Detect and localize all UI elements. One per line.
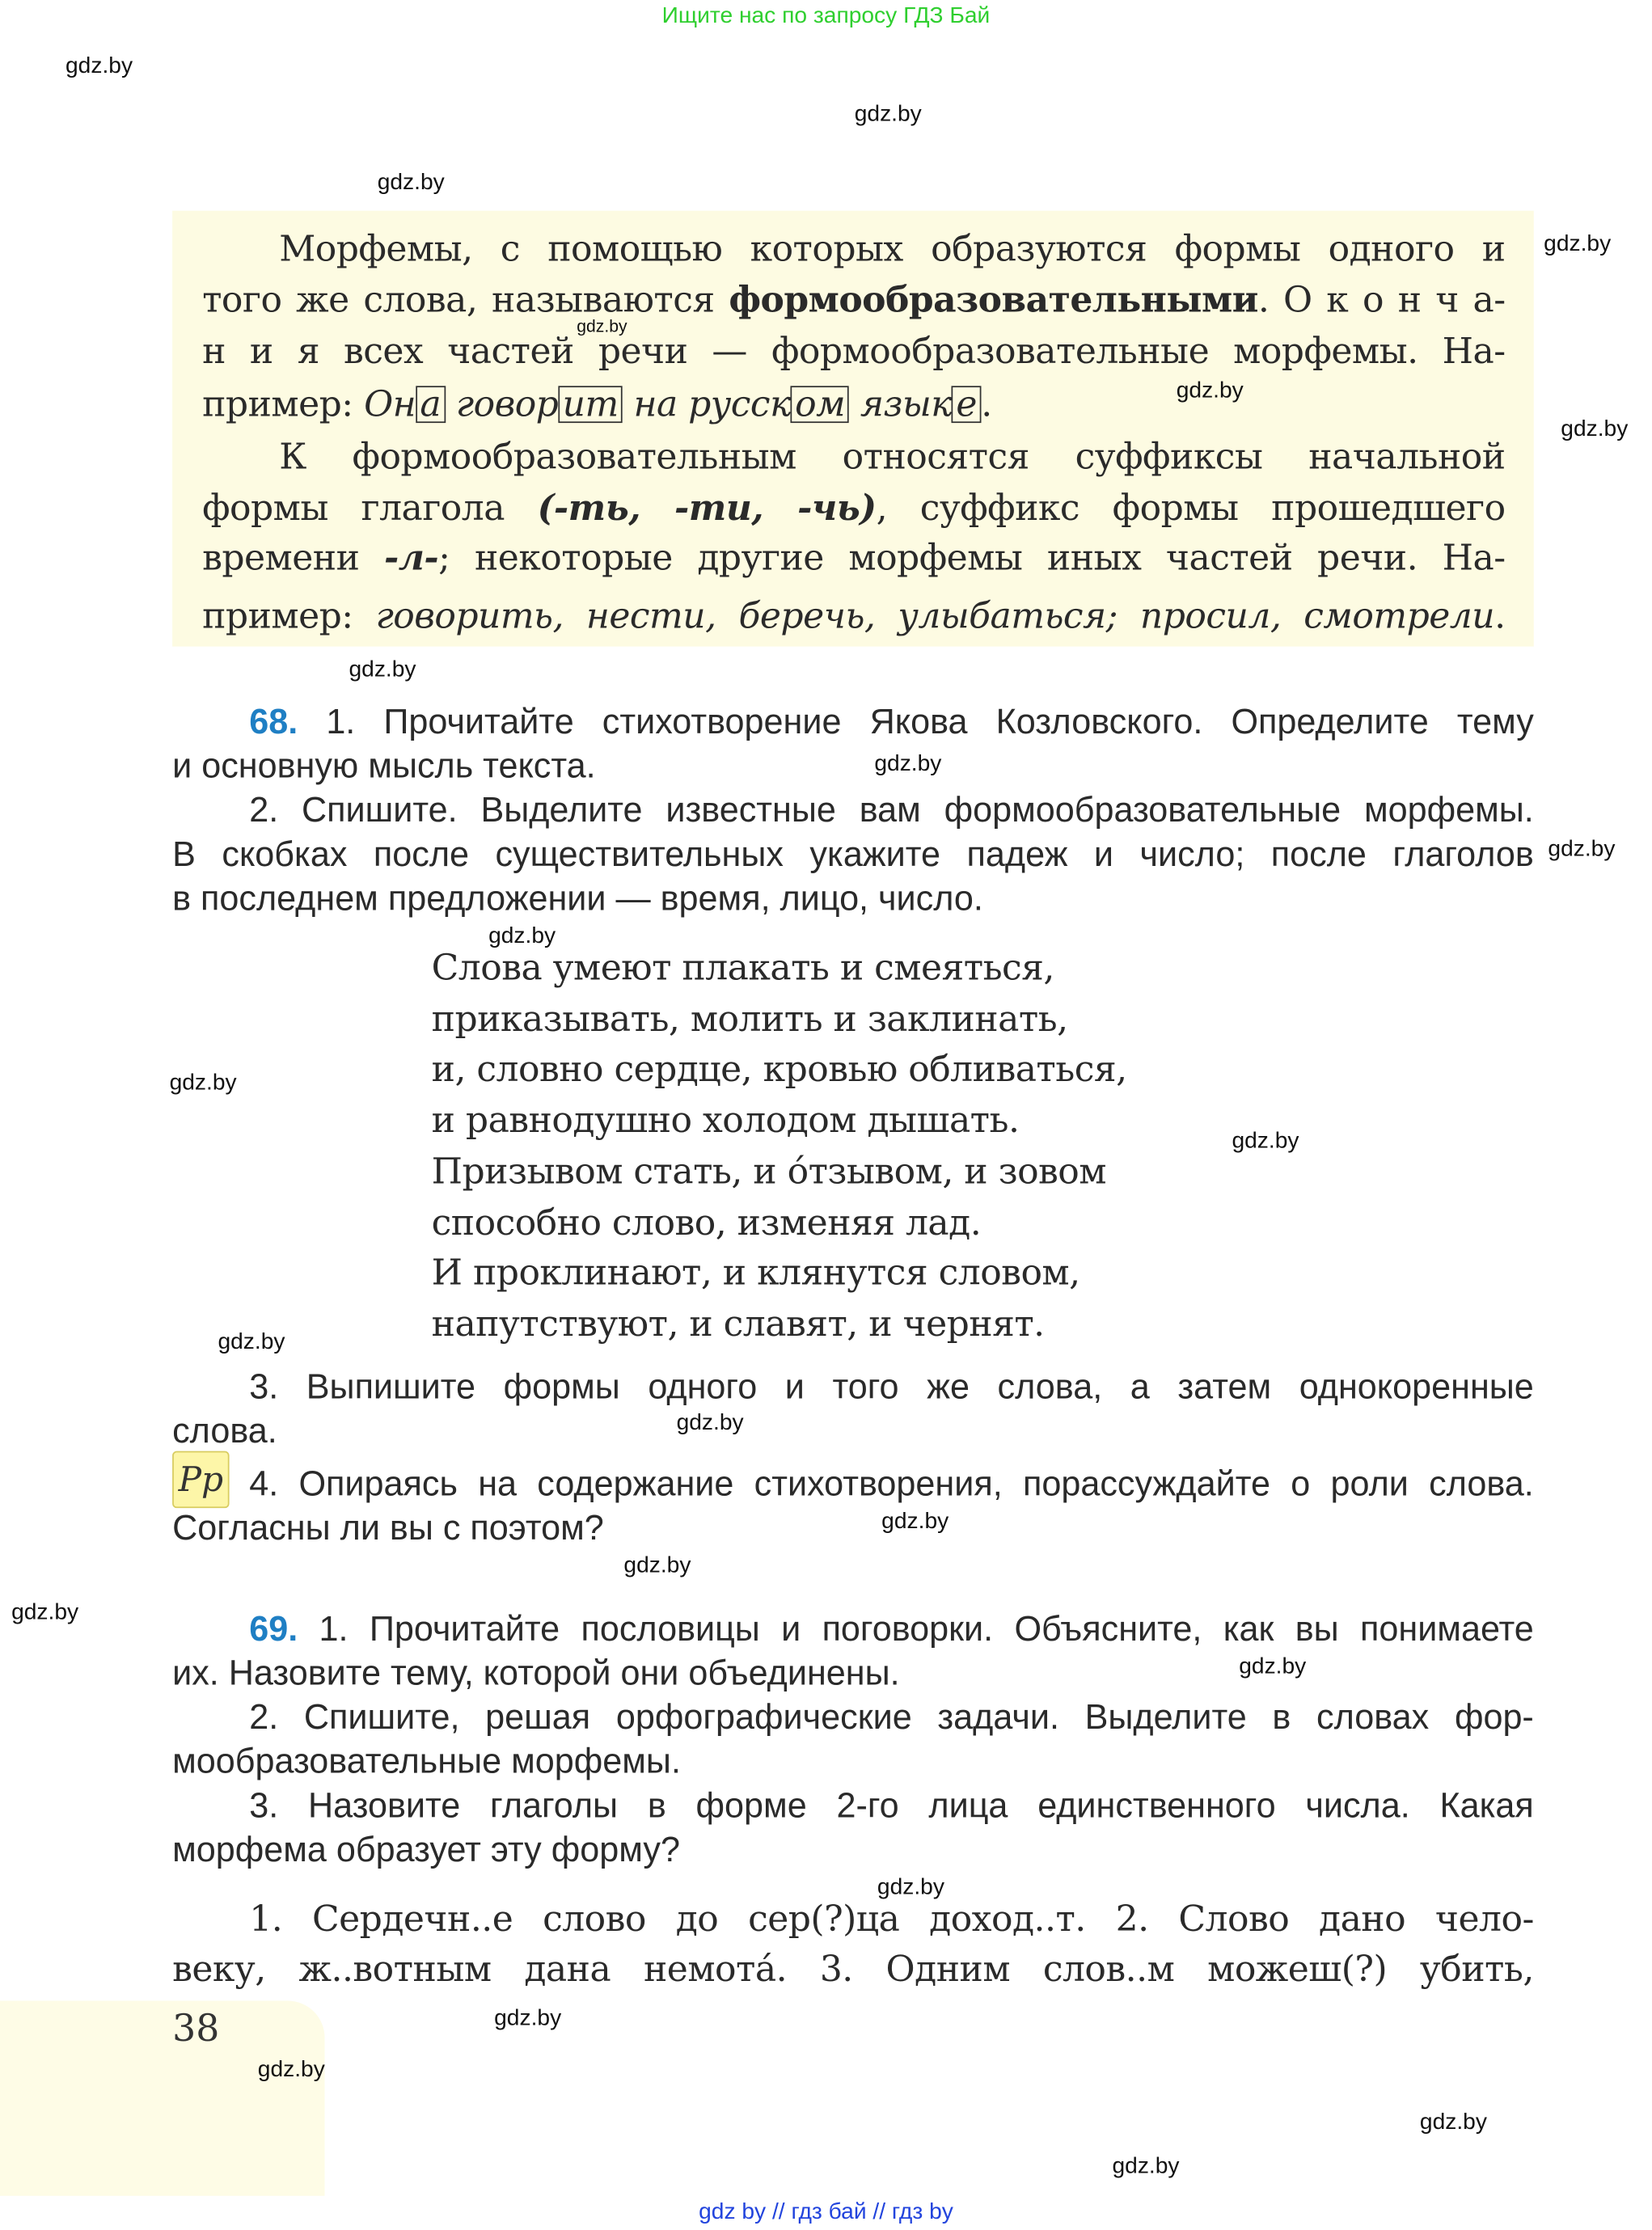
watermark: gdz.by: [1232, 1129, 1299, 1154]
watermark: gdz.by: [1112, 2154, 1180, 2179]
text-segment: формы глагола: [202, 487, 538, 529]
space: [298, 703, 326, 742]
watermark: gdz.by: [1548, 837, 1616, 862]
text-segment: .: [1494, 595, 1506, 637]
poem-text: напутствуют, и славят, и чернят.: [431, 1303, 1045, 1345]
rule-line: [202, 277, 1505, 325]
proverb-line: [249, 1895, 1534, 1944]
poem-text: и равнодушно холодом дышать.: [431, 1099, 1020, 1141]
watermark: gdz.by: [874, 751, 942, 776]
task-line: [249, 1461, 1534, 1510]
poem-line: [432, 1249, 1282, 1298]
task-line: [172, 1827, 1534, 1876]
poem-line: [432, 1147, 1282, 1196]
task-line: [172, 1409, 1534, 1457]
rule-line: [279, 225, 1505, 273]
watermark: gdz.by: [65, 53, 133, 78]
text-segment: ; некоторые другие морфемы иных частей речи. На-: [438, 536, 1506, 579]
task-line: [172, 1650, 1534, 1699]
page-number: 38: [172, 2008, 220, 2051]
task-line: [172, 876, 1534, 924]
poem-text: и, словно сердце, кровью обливаться,: [431, 1048, 1127, 1091]
task-text: 2. Спишите, решая орфографические задачи. Выделите в словах фор-: [249, 1699, 1534, 1738]
exercise-number: 69.: [249, 1610, 298, 1649]
text-segment: Морфемы, с помощью которых образуются формы одного и: [279, 227, 1506, 269]
poem-line: [432, 944, 1282, 993]
text-segment: пример:: [202, 382, 365, 424]
text-segment: формообразовательными: [729, 279, 1258, 321]
watermark: gdz.by: [1544, 232, 1612, 257]
text-segment: пример:: [202, 595, 376, 637]
rule-line: [202, 593, 1505, 641]
task-text: Согласны ли вы с поэтом?: [172, 1509, 604, 1548]
task-text: в последнем предложении — время, лицо, число.: [172, 880, 983, 919]
watermark: gdz.by: [1239, 1654, 1307, 1679]
rule-line: [202, 380, 1505, 429]
poem-text: Призывом стать, и о́тзывом, и зовом: [431, 1150, 1107, 1192]
task-text: 2. Спишите. Выделите известные вам формообразовательные морфемы.: [249, 792, 1534, 830]
top-banner[interactable]: Ищите нас по запросу ГДЗ Бай: [661, 4, 991, 29]
task-text: 1. Прочитайте пословицы и поговорки. Объясните, как вы понимаете: [319, 1610, 1534, 1649]
text-segment: . О к о н ч а-: [1257, 279, 1506, 321]
watermark: gdz.by: [11, 1600, 79, 1625]
watermark: gdz.by: [1176, 378, 1244, 403]
task-text: слова.: [172, 1413, 277, 1451]
watermark: gdz.by: [257, 2057, 325, 2082]
task-line: [249, 1364, 1534, 1413]
watermark: gdz.by: [169, 1071, 237, 1096]
morpheme-box: ит: [558, 386, 623, 423]
task-line: [249, 1783, 1534, 1831]
proverb-line: [172, 1945, 1534, 1994]
watermark: gdz.by: [877, 1875, 944, 1900]
rule-line: [202, 534, 1505, 582]
task-line: [172, 1506, 1534, 1554]
watermark: gdz.by: [377, 171, 445, 196]
text-segment: говорить, нести, беречь, улыбаться; просил, смотрели: [375, 595, 1495, 637]
text-segment: на русск: [623, 382, 791, 424]
task-text: и основную мысль текста.: [172, 747, 596, 787]
text-segment: н и я всех частей речи — формообразовательные морфемы. На-: [202, 330, 1506, 372]
watermark: gdz.by: [1561, 417, 1629, 441]
task-line: [249, 1695, 1534, 1743]
watermark: gdz.by: [349, 657, 416, 682]
poem-text: способно слово, изменяя лад.: [431, 1201, 982, 1243]
watermark: gdz.by: [1419, 2110, 1487, 2135]
task-text: их. Назовите тему, которой они объединены.: [172, 1654, 900, 1694]
text-segment: .: [981, 382, 992, 424]
poem-line: [432, 1300, 1282, 1349]
poem-line: [432, 1198, 1282, 1247]
proverb-text: веку, ж..вотным дана немота́. 3. Одним слов..м можеш(?) убить,: [172, 1948, 1534, 1990]
task-text: 1. Прочитайте стихотворение Якова Козловского. Определите тему: [326, 703, 1534, 742]
morpheme-box: а: [416, 386, 445, 423]
task-line: [172, 1738, 1534, 1787]
task-text: 4. Опираясь на содержание стихотворения, порассуждайте о роли слова.: [249, 1465, 1534, 1504]
task-line: [172, 832, 1534, 881]
task-line: [249, 788, 1534, 836]
task-text: В скобках после существительных укажите падеж и число; после глаголов: [172, 835, 1534, 875]
task-text: 3. Назовите глаголы в форме 2-го лица единственного числа. Какая: [249, 1787, 1534, 1826]
watermark: gdz.by: [854, 102, 922, 127]
text-segment: -л-: [383, 536, 439, 579]
task-text: мообразовательные морфемы.: [172, 1742, 681, 1782]
morpheme-box: е: [952, 386, 981, 423]
watermark: gdz.by: [488, 924, 556, 948]
poem-text: приказывать, молить и заклинать,: [431, 998, 1068, 1040]
text-segment: К формообразовательным относятся суффиксы начальной: [279, 435, 1506, 478]
poem-text: И проклинают, и клянутся словом,: [431, 1252, 1080, 1294]
task-line: [249, 1607, 1534, 1655]
watermark: gdz.by: [881, 1509, 949, 1534]
poem-text: Слова умеют плакать и смеяться,: [431, 947, 1054, 989]
rule-line: [279, 433, 1505, 481]
poem-line: [432, 995, 1282, 1044]
text-segment: язык: [849, 382, 953, 424]
space: [298, 1611, 319, 1649]
rule-line: [202, 484, 1505, 533]
morpheme-box: ом: [791, 386, 850, 423]
exercise-number: 68.: [249, 703, 298, 742]
watermark: gdz.by: [577, 315, 627, 336]
text-segment: , суффикс формы прошедшего: [876, 487, 1506, 529]
task-line: [249, 699, 1534, 748]
speech-development-icon: Рр: [172, 1451, 229, 1508]
poem-line: [432, 1096, 1282, 1145]
text-segment: времени: [202, 536, 384, 579]
watermark: gdz.by: [676, 1411, 744, 1436]
watermark: gdz.by: [623, 1553, 691, 1578]
task-line: [172, 743, 1534, 792]
text-segment: Он: [364, 382, 416, 424]
watermark: gdz.by: [218, 1329, 285, 1354]
task-text: морфема образует эту форму?: [172, 1831, 680, 1870]
poem-line: [432, 1045, 1282, 1094]
text-segment: (-ть, -ти, -чь): [537, 487, 877, 529]
rule-line: [202, 327, 1505, 376]
task-text: 3. Выпишите формы одного и того же слова, а затем однокоренные: [249, 1368, 1534, 1408]
text-segment: того же слова, называются: [202, 279, 729, 321]
bottom-banner[interactable]: gdz by // гдз бай // гдз by: [699, 2200, 953, 2224]
proverb-text: 1. Сердечн..е слово до сер(?)ца доход..т. 2. Слово дано чело-: [249, 1898, 1534, 1940]
watermark: gdz.by: [494, 2006, 562, 2031]
page-tab: [0, 2000, 325, 2195]
text-segment: говор: [445, 382, 559, 424]
